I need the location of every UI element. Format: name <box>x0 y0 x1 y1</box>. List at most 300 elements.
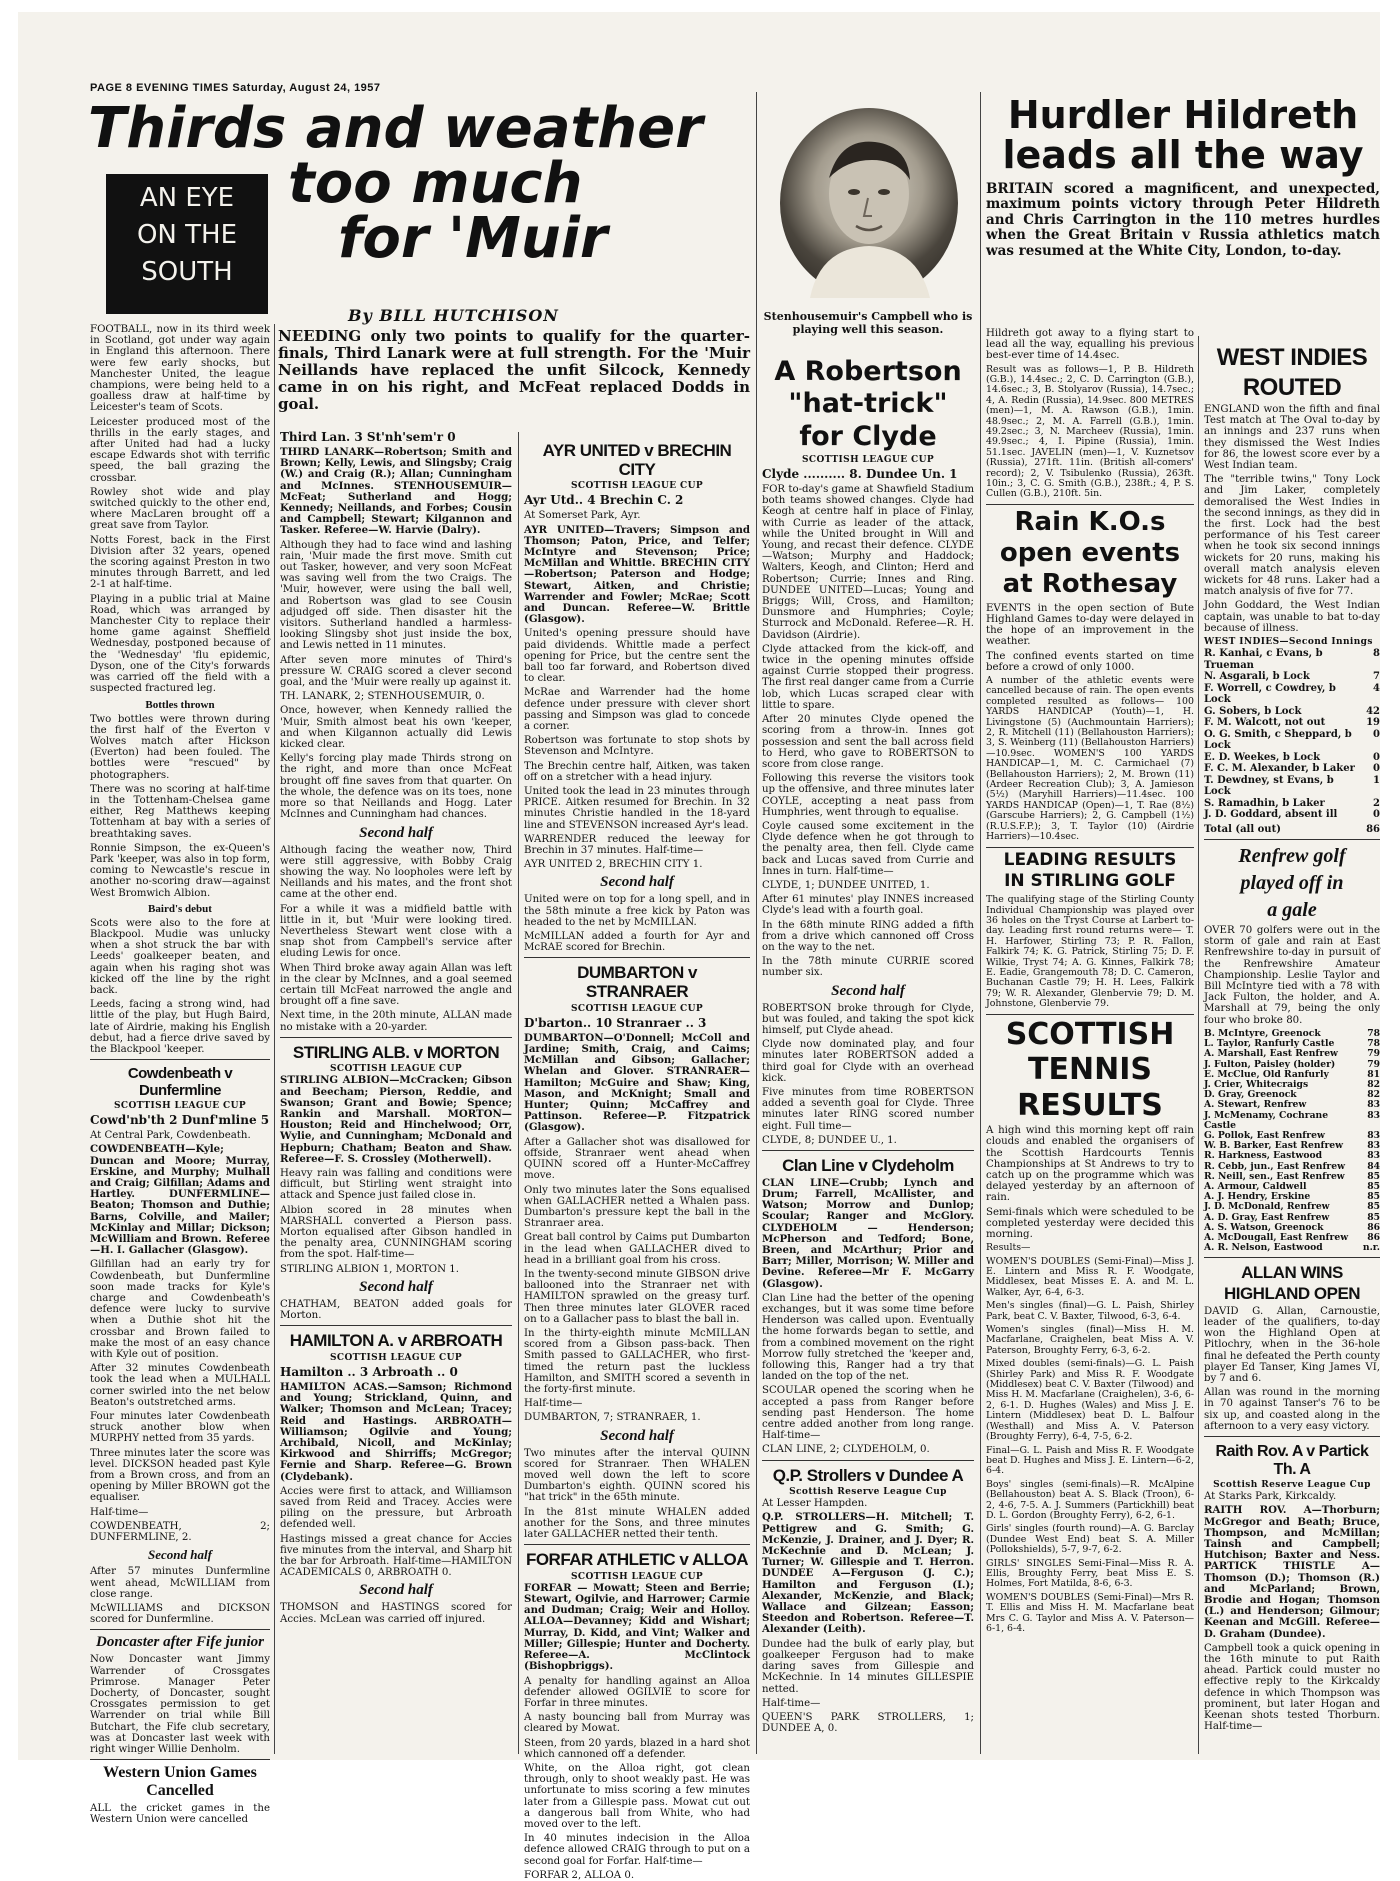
text-block: EVENTS in the open section of Bute Highland Games to-day were delayed in the hope of an improvement in the weather. <box>986 602 1194 648</box>
text-block: Scots were also to the fore at Blackpool. Mudie was unlucky when a shot struck the bar with Leeds' goalkeeper beaten, and again when his raging shot was kicked off the line by the right back. <box>90 917 270 996</box>
text-block: A. R. Nelson, Eastwood <box>1204 1242 1323 1254</box>
text-block: G. Pollok, East Renfrew <box>1204 1129 1325 1141</box>
heading-western-union: Western Union Games Cancelled <box>103 1764 257 1800</box>
heading-rothesay-1: Rain K.O.s <box>1014 506 1166 537</box>
text-block: Ayr Utd.. 4 Brechin C. 2 <box>524 493 684 508</box>
heading-clan-line: Clan Line v Clydeholm <box>782 1156 954 1175</box>
text-block: Great ball control by Caims put Dumbarton in the lead when GALLACHER dived to head in a brilliant goal from his cross. <box>524 1232 750 1266</box>
text-block: United's opening pressure should have paid dividends. Whittle made a perfect opening for Price, but the centre sent the ball too far forward, and Robertson dived to clear. <box>524 628 750 685</box>
text-block: 85 <box>1367 1211 1380 1223</box>
text-block: L. Taylor, Ranfurly Castle <box>1204 1038 1335 1050</box>
text-block: FORFAR — Mowatt; Steen and Berrie; Stewart, Ogilvie, and Harrower; Carmie and Dudman; Craig; Weir and Holloy. ALLOA—Devanney; Kidd and Wishart; Murray, D. Kidd, and Vint; Walker and Miller; Gillespie; Hunter and Docherty. Referee—A. McClintock (Bishopbriggs). <box>524 1581 750 1673</box>
text-block: Clyde now dominated play, and four minutes later ROBERTSON added a third goal for Clyde with an overhead kick. <box>762 1039 974 1084</box>
text-block: Second half <box>359 1582 433 1599</box>
text-block: F. M. Walcott, not out <box>1204 717 1326 729</box>
text-block: B. McIntyre, Greenock <box>1204 1027 1321 1039</box>
text-block: SCOTTISH LEAGUE CUP <box>329 1352 462 1363</box>
column-rule <box>1204 1257 1380 1258</box>
text-block: In the twenty-second minute GIBSON drive ballooned into the Stranraer net with HAMILTON sprawled on the greasy turf. Then three minutes later GLOVER raced on to a Gallacher pass to blast the ball in. <box>524 1268 750 1325</box>
text-block: J. D. Goddard, absent ill <box>1204 809 1338 821</box>
heading-stirling: STIRLING ALB. v MORTON <box>292 1042 500 1062</box>
text-block: 86 <box>1367 1231 1380 1243</box>
text-block: There was no scoring at half-time in the Tottenham-Chelsea game either, Reg Matthews keeping Tottenham at bay with a series of breathtaking saves. <box>90 783 270 840</box>
text-block: 7 <box>1373 671 1380 683</box>
text-block: 85 <box>1367 1180 1380 1192</box>
text-block: Two minutes after the interval QUINN scored for Stranraer. Then WHALEN moved well down the left to score Dumbarton's eighth. QUINN scored his "hat trick" in the 65th minute. <box>524 1447 750 1504</box>
column-rule <box>1198 336 1199 1754</box>
text-block: AYR UNITED 2, BRECHIN CITY 1. <box>524 859 703 871</box>
text-block: ALL the cricket games in the Western Union were cancelled <box>90 1803 270 1826</box>
column-rule <box>762 1150 974 1151</box>
text-block: FOOTBALL, now in its third week in Scotland, got under way again in England this afternoon. There were few early shocks, but Manchester United, the league champions, were being held to a goalless draw at half-time by Leicester's team of Scots. <box>90 324 270 414</box>
scorecard-row <box>1204 798 1380 810</box>
text-block: SCOTTISH LEAGUE CUP <box>570 481 703 492</box>
text-block: J. Fulton, Paisley (holder) <box>1204 1058 1336 1070</box>
text-block: Hildreth got away to a flying start to lead all the way, equalling his previous best-ever time of 14.4sec. <box>986 328 1194 362</box>
text-block: John Goddard, the West Indian captain, was unable to bat to-day because of illness. <box>1204 600 1380 634</box>
text-block: Albion scored in 28 minutes when MARSHALL converted a Pierson pass. Morton equalised after Gibson handled in the penalty area, CUNNINGHAM scoring from the spot. Half-time— <box>280 1204 512 1261</box>
text-block: Coyle caused some excitement in the Clyde defence when he got through to the penalty area, then fell. Clyde came back and Lucas saved from Currie and Innes in turn. Half-time— <box>762 820 974 877</box>
scorecard-row <box>1204 763 1380 775</box>
text-block: 83 <box>1367 1129 1380 1141</box>
subhead-bottles: Bottles thrown <box>145 698 215 711</box>
scorecard-row <box>1204 729 1380 752</box>
text-block: Q.P. STROLLERS—H. Mitchell; T. Pettigrew and G. Smith; G. McKenzie, J. Drainer, and J. Dyer; R. McKechnie and D. McLean; J. Turner; W. Gillespie and T. Herron. DUNDEE A—Ferguson (J. C.); Hamilton and Ferguson (I.); Alexander, McKenzie, and Black; Wallace and Gilzean; Easson; Steedon and Robertson. Referee—T. Alexander (Leith). <box>762 1511 974 1636</box>
text-block: SOUTH <box>141 257 233 287</box>
text-block: Gilfillan had an early try for Cowdenbeath, but Dunfermline soon made tracks for Kyle's charge and Cowdenbeath's defence were lucky to survive when a Duthie shot hit the crossbar and Brown failed to make the most of an easy chance with Kyle out of position. <box>90 1259 270 1361</box>
text-block: WOMEN'S DOUBLES (Semi-Final)—Miss J. E. Lintern and Miss R. F. Woodgate, Middlesex, beat Misses E. A. and M. L. Walker, Ayr, 6-4, 6-3. <box>986 1255 1194 1298</box>
text-block: F. C. M. Alexander, b Laker <box>1204 763 1355 775</box>
scorecard-title: WEST INDIES—Second Innings <box>1204 637 1373 648</box>
text-block: Ronnie Simpson, the ex-Queen's Park 'keeper, was also in top form, coming to Newcastle's rescue in another no-scoring draw—against West Bromwich Albion. <box>90 842 270 899</box>
text-block: Hastings missed a great chance for Accies five minutes from the interval, and Sharp hit the bar for Arbroath. Half-time—HAMILTON ACADEMICALS 0, ARBROATH 0. <box>280 1533 512 1579</box>
text-block: TENNIS <box>1028 1052 1152 1088</box>
text-block: In the 68th minute RING added a fifth from a drive which cannoned off Cross on the way to the net. <box>762 919 974 953</box>
heading-allan-1: ALLAN WINS <box>1241 1263 1343 1283</box>
text-block: Results— <box>986 1242 1031 1254</box>
text-block: 2 <box>1373 797 1380 809</box>
text-block: 83 <box>1367 1109 1380 1121</box>
text-block: A high wind this morning kept off rain clouds and enabled the organisers of the Scottish Hardcourts Tennis Championships at St Andrews to try to catch up on the programme which was delayed yesterday by an afternoon of rain. <box>986 1125 1194 1204</box>
heading-qp-strollers: Q.P. Strollers v Dundee A <box>772 1465 964 1485</box>
text-block: Clyde attacked from the kick-off, and twice in the opening minutes offside against Currie stopped their progress. The first real danger came from a Currie lob, which Lucas scraped clear with little to spare. <box>762 643 974 711</box>
text-block: Three minutes later the score was level. DICKSON headed past Kyle from a Brown cross, and from an opening by Miller BROWN got the equaliser. <box>90 1447 270 1504</box>
player-photo <box>780 108 958 298</box>
text-block: Second half <box>600 1427 674 1444</box>
text-block: CLYDE, 8; DUNDEE U., 1. <box>762 1134 897 1146</box>
text-block: Campbell took a quick opening in the 16th minute to put Raith ahead. Partick could muster no effective reply to the Kirkcaldy defence in which Thompson was prominent, but later Hogan and Keenan shots tested Thorburn. Half-time— <box>1204 1642 1380 1733</box>
text-block: A. Stewart, Renfrew <box>1204 1099 1307 1111</box>
text-block: For a while it was a midfield battle with little in it, but 'Muir were looking tired. Nevertheless Stewart went close with a snap shot from Campbell's service after eluding Lewis for once. <box>280 903 512 960</box>
text-block: Half-time— <box>90 1506 149 1518</box>
text-block: ROBERTSON broke through for Clyde, but was fouled, and taking the spot kick himself, put Clyde ahead. <box>762 1002 974 1036</box>
text-block: Heavy rain was falling and conditions were difficult, but Stirling went straight into attack and Spence just failed close in. <box>280 1168 512 1202</box>
text-block: Boys' singles (semi-finals)—R. McAlpine (Bellahouston) beat A. S. Black (Troon), 6-2, 4-6, 7-5. A. J. Summers (Partickhill) beat D. L. Gordon (Broughty Ferry), 6-2, 6-1. <box>986 1478 1194 1521</box>
text-block: open events <box>999 538 1181 569</box>
text-block: NEEDING only two points to qualify for the quarter-finals, Third Lanark were at full strength. For the 'Muir Neillands have replaced the unfit Silcock, Kennedy came in on his right, and McFeat replaced Dodds in goal. <box>278 327 750 413</box>
text-block: At Lesser Hampden. <box>762 1498 868 1510</box>
portrait-illustration <box>780 108 958 298</box>
text-block: In 40 minutes indecision in the Alloa defence allowed CRAIG through to put on a second goal for Forfar. Half-time— <box>524 1833 750 1867</box>
text-block: WOMEN'S DOUBLES (Semi-Final)—Mrs R. T. Ellis and Miss H. M. Macfarlane beat Mrs C. G. Taylor and Miss A. V. Paterson—6-1, 6-4. <box>986 1591 1194 1634</box>
text-block: THOMSON and HASTINGS scored for Accies. McLean was carried off injured. <box>280 1602 512 1625</box>
text-block: R. Kanhai, c Evans, b Trueman <box>1204 648 1323 671</box>
eye-on-south-logo <box>106 174 268 314</box>
text-block: Notts Forest, back in the First Division after 32 years, opened the scoring against Preston in two minutes through Barrett, and led 2-1 at half-time. <box>90 534 270 591</box>
text-block: Only two minutes later the Sons equalised when GALLACHER netted a Whalen pass. Dumbarton's pressure kept the ball in the Stranraer area. <box>524 1184 750 1230</box>
main-intro <box>278 328 750 428</box>
text-block: COWDENBEATH, 2; DUNFERMLINE, 2. <box>90 1520 270 1544</box>
heading-dumbarton: DUMBARTON v STRANRAER <box>577 963 697 1002</box>
column-rule <box>280 1037 512 1038</box>
scorecard-row <box>1204 706 1380 718</box>
text-block: DUMBARTON—O'Donnell; McColl and Jardine; Smith, Craig, and Caims; McMillan and Gibson; Gallacher; Whelan and Glover. STRANRAER—Hamilton; McGuire and Shaw; King, Mason, and McKnight; Small and Hunter; Quinn; McCaffrey and Pattinson. Referee—P. Fitzpatrick (Glasgow). <box>524 1031 750 1134</box>
text-block: Second half <box>600 874 674 891</box>
text-block: 0 <box>1373 809 1380 821</box>
text-block: 0 <box>1373 763 1380 775</box>
column-rule <box>1204 839 1380 840</box>
newspaper-page <box>18 12 1380 1881</box>
text-block: United were on top for a long spell, and in the 58th minute a free kick by Paton was headed to the net by McMILLAN. <box>524 894 750 928</box>
text-block: SCOULAR opened the scoring when he accepted a pass from Ranger before sending past Henderson. The home centre added another from long range. Half-time— <box>762 1385 974 1442</box>
text-block: J. D. McDonald, Renfrew <box>1204 1201 1330 1213</box>
column-clyde <box>762 346 974 1754</box>
text-block: Four minutes later Cowdenbeath struck another blow when MURPHY netted from 35 yards. <box>90 1411 270 1445</box>
text-block: leads all the way <box>1002 132 1364 177</box>
headline-line-3: for 'Muir <box>338 205 608 271</box>
column-rule <box>524 1544 750 1545</box>
column-rule <box>274 324 275 1754</box>
subhead-baird: Baird's debut <box>148 902 212 915</box>
text-block: 86 <box>1367 1221 1380 1233</box>
heading-tennis-1: SCOTTISH <box>1005 1016 1175 1052</box>
text-block: In the 81st minute WHALEN added another for the Sons, and three minutes later GALLACHER netted their tenth. <box>524 1506 750 1540</box>
heading-raith: Raith Rov. A v Partick Th. A <box>1215 1442 1369 1478</box>
text-block: DUMBARTON, 7; STRANRAER, 1. <box>524 1412 701 1424</box>
column-rule <box>986 1014 1194 1015</box>
text-block: Leicester produced most of the thrills in the early stages, and after United had had a lucky escape Edwards shot with terrific speed, the ball grazing the crossbar. <box>90 416 270 484</box>
text-block: TH. LANARK, 2; STENHOUSEMUIR, 0. <box>280 691 485 703</box>
text-block: FORFAR 2, ALLOA 0. <box>524 1869 635 1881</box>
heading-forfar: FORFAR ATHLETIC v ALLOA <box>525 1550 749 1570</box>
text-block: 85 <box>1367 1191 1380 1203</box>
text-block: R. Cebb, jun., East Renfrew <box>1204 1160 1345 1172</box>
text-block: Cowd'nb'th 2 Dunf'mline 5 <box>90 1113 270 1128</box>
text-block: Playing in a public trial at Maine Road, which was arranged by Manchester City to replace their home game against Sheffield Wednesday, postponed because of the 'Wednesday' 'flu epidemic, Dyson, one of the City's forwards was carried off the field with a suspected fractured leg. <box>90 593 270 695</box>
text-block: United took the lead in 23 minutes through PRICE. Aitken resumed for Brechin. In 32 minutes Christie handled in the 18-yard line and STEVENSON increased Ayr's lead. <box>524 786 750 831</box>
text-block: 0 <box>1373 728 1380 740</box>
text-block: In the thirty-eighth minute McMILLAN scored from a Gibson pass-back. Then Smith passed to GALLACHER, who first-timed the return past the luckless Hamilton, and SMITH scored a seventh in the forty-first minute. <box>524 1327 750 1395</box>
text-block: 82 <box>1367 1089 1380 1101</box>
text-block: Steen, from 20 yards, blazed in a hard shot which cannoned off a defender. <box>524 1737 750 1760</box>
text-block: Men's singles (final)—G. L. Paish, Shirley Park, beat C. V. Baxter, Tilwood, 6-3, 6-4. <box>986 1300 1194 1322</box>
heading-hildreth-1: Hurdler Hildreth <box>1007 93 1359 137</box>
text-block: E. McClue, Old Ranfurly <box>1204 1068 1329 1080</box>
text-block: OVER 70 golfers were out in the storm of gale and rain at East Renfrewshire to-day in pursuit of the Renfrewshire Amateur Championship. Leslie Taylor and Bill McIntyre tied with a 78 with Jack Fulton, the holder, and A. Marshall at 79, being the only four who broke 80. <box>1204 925 1380 1026</box>
heading-clyde-1: A Robertson <box>774 356 962 387</box>
heading-stirling-golf-1: LEADING RESULTS <box>1003 849 1177 870</box>
column-rule <box>90 1059 270 1060</box>
column-athletics-tennis <box>986 328 1194 1754</box>
scorecard-total <box>1204 824 1380 836</box>
text-block: RESULTS <box>1017 1087 1163 1123</box>
text-block: 81 <box>1367 1068 1380 1080</box>
text-block: 79 <box>1367 1058 1380 1070</box>
hildreth-story <box>986 93 1380 336</box>
text-block: T. Dewdney, st Evans, b Lock <box>1204 774 1334 798</box>
text-block: Second half <box>359 1278 433 1295</box>
heading-west-indies-1: WEST INDIES <box>1216 344 1368 371</box>
text-block: Clyde .......... 8. Dundee Un. 1 <box>762 467 958 482</box>
text-block: Final—G. L. Paish and Miss R. F. Woodgate beat D. Hughes and Miss J. E. Lintern—6-2, 6-4. <box>986 1444 1194 1477</box>
heading-doncaster: Doncaster after Fife junior <box>96 1634 264 1651</box>
text-block: Next time, in the 20th minute, ALLAN made no mistake with a 20-yarder. <box>280 1010 512 1033</box>
text-block: HIGHLAND OPEN <box>1223 1284 1361 1304</box>
text-block: Result was as follows—1, P. B. Hildreth (G.B.), 14.4sec.; 2, C. D. Carrington (G.B.), 14.6sec.; 3, B. Stolyarov (Russia), 14.7sec.; 4, A. Redin (Russia), 14.9sec. 800 METRES (men)—1, M. A. Rawson (G.B.), 1min. 48.9sec.; 2, M. A. Farrell (G.B.), 1min. 49.2sec.; 3, N. Marcheev (Russia), 1min. 49.9sec.; 4, I. Pipine (Russia), 1min. 51.1sec. JAVELIN (men)—1, V. Kuznetsov (Russia), 271ft. 11in. (British all-comers' record); 2, V. Tsibulenko (Russia), 263ft. 10in.; 3, C. G. Smith (G.B.), 238ft.; 4, P. S. Cullen (G.B.), 210ft. 5in. <box>986 363 1194 500</box>
text-block: A. J. Hendry, Erskine <box>1204 1191 1311 1203</box>
page-folio: PAGE 8 EVENING TIMES Saturday, August 24, 1957 <box>90 82 381 94</box>
heading-renfrew-1: Renfrew golf <box>1238 845 1346 868</box>
text-block: 82 <box>1367 1078 1380 1090</box>
text-block: 83 <box>1367 1150 1380 1162</box>
text-block: A. Armour, Caldwell <box>1204 1180 1307 1192</box>
text-block: R. Harkness, Eastwood <box>1204 1150 1323 1162</box>
text-block: at Rothesay <box>1002 569 1178 600</box>
text-block: CLAN LINE—Crubb; Lynch and Drum; Farrell, McAllister, and Watson; Morrow and Dunlop; Scoular; Ranger and McGlory. CLYDEHOLM — Henderson; McPherson and Tedford; Bone, Breen, and McArthur; Prior and Barr; Miller, Morrison; W. Miller and Devine. Referee—Mr F. McGarry (Glasgow). <box>762 1176 974 1290</box>
text-block: A number of the athletic events were cancelled because of rain. The open events completed resulted as follows— 100 YARDS HANDICAP (Youth)—1, H. Livingstone (5) (Auchmountain Harriers); 2, R. Mitchell (11) (Bellahouston Harriers); 3, S. Weinberg (11) (Bellahouston Harriers)—10.9sec. WOMEN'S 100 YARDS HANDICAP—1, M. C. Carmichael (7) (Bellahouston Harriers); 2, M. Brown (11) (Ardeer Recreation Club); 3, A. Jamieson (5½) (Maryhill Harriers)—11.4sec. 100 YARDS HANDICAP (Open)—1, T. Rae (8½) (Garscube Harriers); 2, G. Campbell (1½) (R.U.S.F.P.); 3, T. Taylor (10) (Airdrie Harriers)—10.4sec. <box>986 675 1194 843</box>
column-league-cup <box>524 436 750 1881</box>
text-block: SCOTTISH LEAGUE CUP <box>801 455 934 466</box>
headline-line-2: too much <box>288 150 583 216</box>
text-block: McWILLIAMS and DICKSON scored for Dunfermline. <box>90 1602 270 1626</box>
text-block: A. McDougall, East Renfrew <box>1204 1231 1349 1243</box>
headline-line-1: Thirds and weather <box>88 96 703 161</box>
text-block: Kelly's forcing play made Thirds strong on the right, and more than once McFeat brought off fine saves from that quarter. On the whole, the defence was on its toes, none more so that Neillands and Hogg. Later McInnes and Cunningham had chances. <box>280 753 512 821</box>
text-block: Although facing the weather now, Third were still aggressive, with Bobby Craig showing the way. No loopholes were left by Neillands and his mates, and the front shot came at the other end. <box>280 844 512 901</box>
text-block: Once, however, when Kennedy rallied the 'Muir, Smith almost beat his own 'keeper, and when Kilgannon actually did Lewis kicked clear. <box>280 705 512 751</box>
text-block: Second half <box>148 1547 212 1563</box>
golf-score-row <box>1204 1151 1380 1161</box>
text-block: A penalty for handling against an Alloa defender allowed OGILVIE to score for Forfar in three minutes. <box>524 1675 750 1709</box>
text-block: Girls' singles (fourth round)—A. G. Barclay (Dundee West End) beat S. A. Miller (Pollokshields), 5-7, 9-7, 6-2. <box>986 1523 1194 1556</box>
text-block: J. Crier, Whitecraigs <box>1204 1078 1309 1090</box>
text-block: O. G. Smith, c Sheppard, b Lock <box>1204 728 1352 752</box>
heading-cowdenbeath: Cowdenbeath v Dunfermline <box>127 1065 233 1099</box>
text-block: 1 <box>1373 774 1380 786</box>
text-block: Scottish Reserve League Cup <box>789 1487 947 1498</box>
text-block: J. McMenamy, Cochrane Castle <box>1204 1109 1329 1131</box>
column-rule <box>986 847 1194 848</box>
column-main-story <box>280 428 512 1754</box>
column-rule <box>1204 1436 1380 1437</box>
text-block: "hat-trick" <box>788 388 948 420</box>
text-block: STIRLING ALBION—McCracken; Gibson and Beecham; Pierson, Reddie, and Swanson; Grant and Bowie; Spence; Rankin and Marshall. MORTON—Houston; Reid and Hinchelwood; Orr, Wylie, and Cunningham; McDonald and Hepburn; Chatham; Beaton and Shaw. Referee—F. S. Crossley (Motherwell). <box>280 1074 512 1165</box>
text-block: Second half <box>831 982 905 999</box>
text-block: Second half <box>359 824 433 841</box>
text-block: Clan Line had the better of the opening exchanges, but it was some time before Henderson was called upon. Eventually the home forwards began to settle, and from a combined movement on the right Morrow fully stretched the 'keeper and, following this, Ranger had a try that landed on the top of the net. <box>762 1292 974 1383</box>
text-block: The "terrible twins," Tony Lock and Jim Laker, completely demoralised the West Indies in the second innings, as they did in the first. Lock had the best performance of his Test career when he took six second innings wickets for 20 runs, making his overall match analysis eleven wickets for 48 runs. Laker had a match analysis of five for 77. <box>1204 474 1380 598</box>
text-block: Semi-finals which were scheduled to be completed yesterday were decided this morning. <box>986 1206 1194 1240</box>
text-block: 78 <box>1367 1038 1380 1050</box>
column-rule <box>280 1325 512 1326</box>
column-rule <box>518 432 519 1754</box>
photo-caption: Stenhousemuir's Campbell who is playing well this season. <box>763 310 973 336</box>
text-block: CHATHAM, BEATON added goals for Morton. <box>280 1298 512 1322</box>
text-block: 86 <box>1366 823 1380 835</box>
text-block: AN EYE <box>139 183 235 213</box>
text-block: Now Doncaster want Jimmy Warrender of Crossgates Primrose. Manager Peter Docherty, of Doncaster, sought Crossgates permission to get Warrender on trial while Bill Butchart, the Fife club secretary, was at Doncaster last week with right winger Willie Denholm. <box>90 1654 270 1755</box>
text-block: Accies were first to attack, and Williamson saved from Reid and Tracey. Accies were piling on the pressure, but Arbroath defended well. <box>280 1485 512 1531</box>
text-block: 42 <box>1366 705 1380 717</box>
text-block: Scottish Reserve League Cup <box>1213 1480 1371 1491</box>
scorecard-row <box>1204 648 1380 671</box>
scorecard-row <box>1204 809 1380 821</box>
text-block: White, on the Alloa right, got clean through, only to shoot weakly past. He was unfortunate to miss scoring a few minutes later from a Gillespie pass. Mowat cut out a dangerous ball from White, who had moved over to the left. <box>524 1762 750 1830</box>
text-block: D. Gray, Greenock <box>1204 1089 1297 1101</box>
golf-score-row <box>1204 1243 1380 1253</box>
column-cricket-golf <box>1204 338 1380 1754</box>
text-block: Half-time— <box>762 1697 821 1709</box>
scorecard-row <box>1204 683 1380 706</box>
text-block: STIRLING ALBION 1, MORTON 1. <box>280 1263 459 1275</box>
text-block: In the 78th minute CURRIE scored number six. <box>762 956 974 979</box>
text-block: A. D. Gray, East Renfrew <box>1204 1211 1330 1223</box>
text-block: BRITAIN scored a magnificent, and unexpected, maximum points victory through Peter Hildreth and Chris Carrington in the 110 metres hurdles when the Great Britain v Russia athletics match was resumed at the White City, London, to-day. <box>986 180 1380 259</box>
column-rule <box>756 92 757 1754</box>
text-block: N. Asgarali, b Lock <box>1204 671 1310 683</box>
text-block: 83 <box>1367 1140 1380 1152</box>
text-block: n.r. <box>1362 1242 1380 1254</box>
text-block: ENGLAND won the fifth and final Test match at The Oval to-day by an innings and 237 runs when they dismissed the West Indies for 86, the lowest score ever by a West Indian team. <box>1204 404 1380 472</box>
text-block: 19 <box>1366 717 1380 729</box>
text-block: Dundee had the bulk of early play, but goalkeeper Ferguson had to make daring saves from Gillespie and McKechnie. In 14 minutes GILLESPIE netted. <box>762 1638 974 1695</box>
golf-score-row <box>1204 1100 1380 1110</box>
text-block: SCOTTISH LEAGUE CUP <box>570 1003 703 1014</box>
scorecard-row <box>1204 671 1380 683</box>
text-block: for Clyde <box>799 420 937 452</box>
column-eye-on-south <box>90 324 270 1826</box>
text-block: Total (all out) <box>1204 823 1281 835</box>
text-block: McMILLAN added a fourth for Ayr and McRAE scored for Brechin. <box>524 931 750 954</box>
text-block: After 57 minutes Dunfermline went ahead, McWILLIAM from close range. <box>90 1566 270 1600</box>
text-block: Mixed doubles (semi-finals)—G. L. Paish (Shirley Park) and Miss R. F. Woodgate (Middlesex) beat C. V. Baxter (Tilwood) and Miss H. M. Macfarlane (Craighelen), 3-6, 6-2, 6-1. D. Hughes (Wales) and Miss J. E. Lintern (Middlesex) beat D. L. Balfour (Westhall) and Miss A. V. Paterson (Broughty Ferry), 6-4, 7-5, 6-2. <box>986 1358 1194 1443</box>
text-block: A nasty bouncing ball from Murray was cleared by Mowat. <box>524 1712 750 1735</box>
scorecard-row <box>1204 752 1380 764</box>
text-block: Allan was round in the morning in 70 against Tanser's 76 to be six up, and coasted along in the afternoon to a very easy victory. <box>1204 1387 1380 1432</box>
scorecard <box>1204 648 1380 821</box>
text-block: SCOTTISH LEAGUE CUP <box>113 1101 246 1112</box>
text-block: W. B. Barker, East Renfrew <box>1204 1140 1344 1152</box>
text-block: At Somerset Park, Ayr. <box>524 510 641 522</box>
column-rule <box>980 92 981 1754</box>
text-block: When Third broke away again Allan was left in the clear by McInnes, and a goal seemed certain till McFeat narrowed the angle and brought off a fine save. <box>280 962 512 1008</box>
text-block: 84 <box>1367 1160 1380 1172</box>
text-block: The qualifying stage of the Stirling County Individual Championship was played over 36 holes on the Tryst Course at Larbert to-day. Leading first round returns were— T. H. Harfower, Stirling 73; P. R. Fallon, Falkirk 74; K. G. Patrick, Stirling 75; D. F. Wilkie, Tryst 74; A. G. Kinnes, Falkirk 78; E. Eadie, Grangemouth 78; D. C. Cameron, Buchanan Castle 79; H. H. Lees, Falkirk 79; W. R. Alexander, Glenbervie 79; D. M. Johnstone, Glenbervie 79. <box>986 894 1194 1010</box>
text-block: R. Neill, sen., East Renfrew <box>1204 1170 1345 1182</box>
text-block: THIRD LANARK—Robertson; Smith and Brown; Kelly, Lewis, and Slingsby; Craig (W.) and Craig (R.); Allan; Cunningham and McInnes. STENHOUSEMUIR—McFeat; Sutherland and Hogg; Kennedy; Neillands, and Forbes; Cousin and Campbell; Stewart; Kilgannon and Tasker. Referee—W. Harvie (Dalry). <box>280 446 512 537</box>
text-block: 78 <box>1367 1027 1380 1039</box>
text-block: D'barton.. 10 Stranraer .. 3 <box>524 1015 707 1030</box>
text-block: Leeds, facing a strong wind, had little of the play, but Hugh Baird, late of Airdrie, making his English debut, had a fierce drive saved by the Blackpool 'keeper. <box>90 999 270 1055</box>
text-block: CLYDE, 1; DUNDEE UNITED, 1. <box>762 879 930 891</box>
text-block: ON THE <box>136 220 238 250</box>
text-block: QUEEN'S PARK STROLLERS, 1; DUNDEE A, 0. <box>762 1711 974 1735</box>
text-block: Two bottles were thrown during the first half of the Everton v Wolves match after Hickson (Everton) had been fouled. The bottles were "rescued" by photographers. <box>90 713 270 781</box>
main-score: Third Lan. 3 St'nh'sem'r 0 <box>280 430 456 444</box>
text-block: McRae and Warrender had the home defence under pressure with clever short passing and Simpson was glad to concede a corner. <box>524 687 750 733</box>
text-block: COWDENBEATH—Kyle; Duncan and Moore; Murray, Erskine, and Murphy; Mulhall and Craig; Gilfillan; Adams and Hartley. DUNFERMLINE—Beaton; Thomson and Duthie; Barns, Colville, and Mailer; McKinlay and Millar; Dickson; McWilliam and Brown. Referee—H. I. Gallacher (Glasgow). <box>90 1143 270 1257</box>
text-block: A. S. Watson, Greenock <box>1204 1221 1324 1233</box>
text-block: At Starks Park, Kirkcaldy. <box>1204 1491 1337 1503</box>
text-block: 85 <box>1367 1170 1380 1182</box>
text-block: Following this reverse the visitors took up the offensive, and three minutes later COYLE, accepting a neat pass from Humphries, went through to equalise. <box>762 773 974 818</box>
text-block: G. Sobers, b Lock <box>1204 705 1302 717</box>
text-block: A. Marshall, East Renfrew <box>1204 1048 1338 1060</box>
text-block: 0 <box>1373 751 1380 763</box>
heading-ayr: AYR UNITED v BRECHIN CITY <box>542 441 732 479</box>
golf-score-row <box>1204 1049 1380 1059</box>
text-block: Rowley shot wide and play switched quickly to the other end, where MacLaren brought off a great save from Taylor. <box>90 486 270 532</box>
text-block: HAMILTON ACAS.—Samson; Richmond and Young; Strickland, Quinn, and Walker; Thomson and McLean; Tracey; Reid and Hastings. ARBROATH—Williamson; Ogilvie and Young; Archibald, Nicoll, and McKinlay; Kirkwood and Shirriffs; McGregor; Fernie and Sharp. Referee—G. Brown (Clydebank). <box>280 1380 512 1483</box>
heading-hamilton: HAMILTON A. v ARBROATH <box>289 1331 503 1351</box>
text-block: WARRENDER reduced the leeway for Brechin in 37 minutes. Half-time— <box>524 833 750 857</box>
column-rule <box>90 1759 270 1760</box>
text-block: The Brechin centre half, Aitken, was taken off on a stretcher with a head injury. <box>524 760 750 783</box>
text-block: 8 <box>1373 648 1380 660</box>
text-block: After seven more minutes of Third's pressure W. CRAIG scored a clever second goal, and the 'Muir were really up against it. <box>280 654 512 689</box>
text-block: Half-time— <box>524 1398 583 1410</box>
text-block: 83 <box>1367 1099 1380 1111</box>
text-block: DAVID G. Allan, Carnoustie, leader of the qualifiers, to-day won the Highland Open at Pitlochry, when in the 36-hole final he defeated the Perth county player Ed Tanser, King James VI, by 7 and 6. <box>1204 1305 1380 1384</box>
text-block: CLAN LINE, 2; CLYDEHOLM, 0. <box>762 1444 930 1456</box>
text-block: S. Ramadhin, b Laker <box>1204 797 1325 809</box>
column-rule <box>986 504 1194 505</box>
text-block: 4 <box>1373 682 1380 694</box>
text-block: AYR UNITED—Travers; Simpson and Thomson; Paton, Price, and Telfer; McIntyre and Stevenson; Price; McMillan and Whittle. BRECHIN CITY—Robertson; Paterson and Hodge; Stewart, Aitken, and Christie; Warrender and Fowler; McRae; Scott and Duncan. Referee—W. Brittle (Glasgow). <box>524 523 750 626</box>
text-block: The confined events started on time before a crowd of only 1000. <box>986 650 1194 673</box>
text-block: GIRLS' SINGLES Semi-Final—Miss R. A. Ellis, Broughty Ferry, beat Miss E. S. Holmes, Fort Matilda, 8-6, 6-3. <box>986 1557 1194 1590</box>
column-rule <box>90 1629 270 1630</box>
text-block: Five minutes from time ROBERTSON added a seventh goal for Clyde. Three minutes later RING scored number eight. Full time— <box>762 1086 974 1132</box>
text-block: After 32 minutes Cowdenbeath took the lead when a MULHALL corner swirled into the net below Beaton's outstretched arms. <box>90 1363 270 1408</box>
column-rule <box>524 957 750 958</box>
text-block: Robertson was fortunate to stop shots by Stevenson and McIntyre. <box>524 735 750 758</box>
text-block: 79 <box>1367 1048 1380 1060</box>
text-block: a gale <box>1267 899 1317 922</box>
scorecard-row <box>1204 717 1380 729</box>
byline: By BILL HUTCHISON <box>348 306 559 325</box>
text-block: F. Worrell, c Cowdrey, b Lock <box>1204 682 1336 706</box>
text-block: Although they had to face wind and lashing rain, 'Muir made the first move. Smith cut out Tasker, however, and very soon McFeat was saving well from the two Craigs. The 'Muir, however, were using the ball well, and Robertson was glad to see Cousin adjudged off side. Then disaster hit the visitors. Sutherland handled a harmless-looking Slingsby shot just inside the box, and Lewis netted in 11 minutes. <box>280 539 512 652</box>
text-block: SCOTTISH LEAGUE CUP <box>570 1571 703 1582</box>
text-block: 85 <box>1367 1201 1380 1213</box>
text-block: RAITH ROV. A—Thorburn; McGregor and Beath; Bruce, Thompson, and McMillan; Tainsh and Campbell; Hutchison; Baxter and Ness. PARTICK THISTLE A—Thomson (D.); Thomson (R.) and McParland; Brown, Brodie and Hogan; Thomson (L.) and Henderson; Gilmour; Keenan and McGill. Referee—D. Graham (Dundee). <box>1204 1504 1380 1640</box>
text-block: Hamilton .. 3 Arbroath .. 0 <box>280 1364 458 1379</box>
scorecard-row <box>1204 775 1380 798</box>
text-block: IN STIRLING GOLF <box>1004 871 1176 892</box>
golf-score-row <box>1204 1111 1380 1131</box>
text-block: E. D. Weekes, b Lock <box>1204 751 1321 763</box>
text-block: At Central Park, Cowdenbeath. <box>90 1130 251 1142</box>
text-block: SCOTTISH LEAGUE CUP <box>329 1064 462 1075</box>
text-block: After 61 minutes' play INNES increased Clyde's lead with a fourth goal. <box>762 894 974 917</box>
text-block: FOR to-day's game at Shawfield Stadium both teams showed changes. Clyde had Keogh at centre half in place of Finlay, with Currie as leader of the attack, while the United brought in Will and Young, and recast their defence. CLYDE—Watson; Murphy and Haddock; Walters, Keogh, and Clinton; Herd and Robertson; Currie; Innes and Ring. DUNDEE UNITED—Lucas; Young and Briggs; Will, Cross, and Hamilton; Dunsmore and Humphries; Coyle; Sturrock and McDonald. Referee—R. H. Davidson (Airdrie). <box>762 484 974 641</box>
renfrew-scores <box>1204 1029 1380 1253</box>
text-block: After 20 minutes Clyde opened the scoring from a throw-in. Innes got possession and sent the ball across field to Herd, who gave to ROBERTSON to score from close range. <box>762 714 974 770</box>
text-block: ROUTED <box>1242 374 1342 401</box>
text-block: played off in <box>1240 872 1344 895</box>
column-rule <box>762 1460 974 1461</box>
